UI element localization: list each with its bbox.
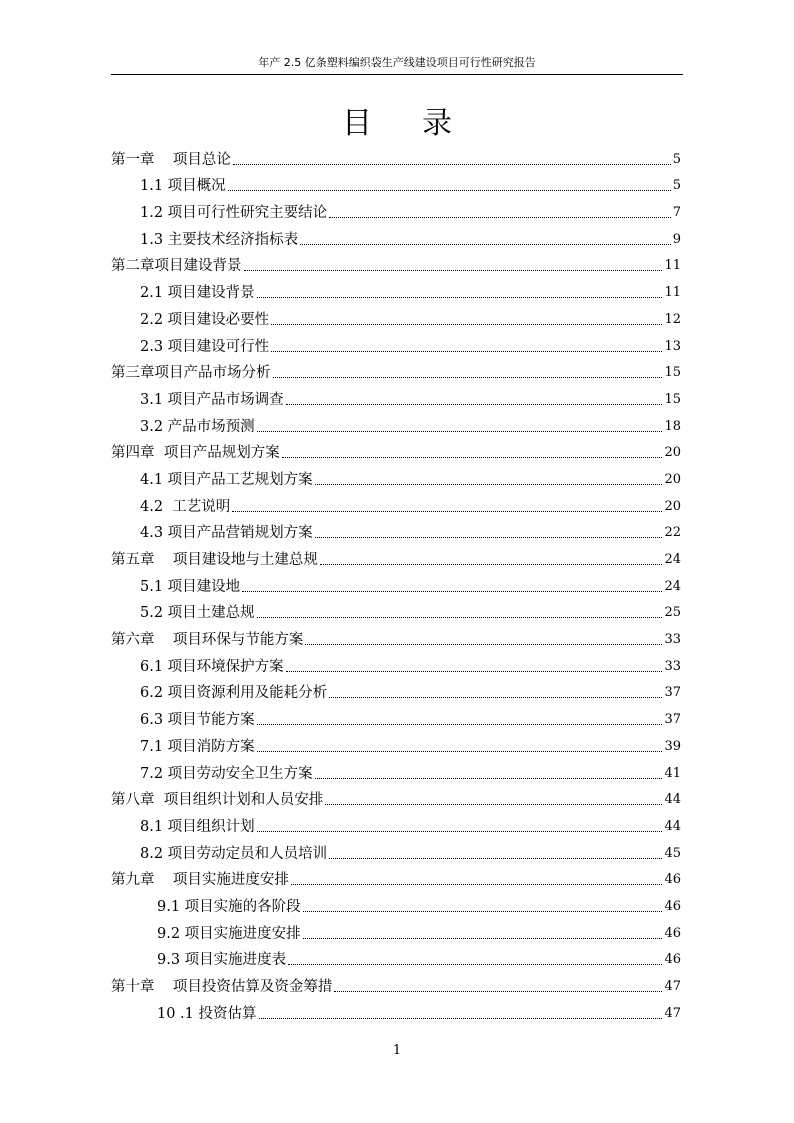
toc-entry[interactable]: [111, 142, 681, 169]
toc-entry-label: 7.1 项目消防方案: [140, 738, 255, 755]
table-of-contents: [111, 142, 681, 1023]
toc-leader-dots: [271, 351, 662, 352]
toc-entry-page: 20: [664, 445, 681, 461]
toc-entry[interactable]: [111, 783, 681, 810]
toc-leader-dots: [286, 671, 663, 672]
toc-entry-label: 4.1 项目产品工艺规划方案: [140, 471, 313, 488]
toc-leader-dots: [329, 858, 662, 859]
toc-entry[interactable]: [111, 249, 681, 276]
toc-entry-label: 5.1 项目建设地: [140, 578, 241, 595]
toc-entry-page: 11: [664, 258, 681, 274]
toc-leader-dots: [242, 591, 662, 592]
toc-entry-page: 20: [664, 498, 681, 514]
toc-entry-label: 6.1 项目环境保护方案: [140, 658, 284, 675]
toc-leader-dots: [259, 1018, 663, 1019]
toc-entry-label: 2.2 项目建设必要性: [140, 311, 270, 328]
toc-entry-page: 46: [664, 898, 681, 914]
toc-entry[interactable]: [111, 756, 681, 783]
toc-leader-dots: [329, 697, 662, 698]
toc-entry-label: 第十章 项目投资估算及资金筹措: [111, 979, 333, 995]
toc-leader-dots: [315, 537, 663, 538]
toc-leader-dots: [257, 431, 663, 432]
toc-leader-dots: [329, 217, 671, 218]
toc-entry[interactable]: [111, 676, 681, 703]
toc-entry-page: 46: [664, 925, 681, 941]
toc-entry[interactable]: [111, 542, 681, 569]
page-number: 1: [392, 1043, 402, 1058]
toc-entry-page: 9: [672, 231, 681, 247]
toc-entry-page: 12: [664, 311, 681, 327]
toc-entry-page: 11: [664, 285, 681, 301]
toc-entry[interactable]: [111, 863, 681, 890]
toc-leader-dots: [257, 297, 663, 298]
toc-leader-dots: [291, 884, 663, 885]
toc-leader-dots: [232, 511, 662, 512]
toc-entry-page: 13: [664, 338, 681, 354]
toc-entry-page: 33: [664, 658, 681, 674]
toc-entry-page: 7: [672, 205, 681, 221]
toc-entry-label: 1.3 主要技术经济指标表: [140, 231, 299, 248]
toc-entry-label: 第五章 项目建设地与土建总规: [111, 552, 318, 568]
toc-entry[interactable]: [111, 916, 681, 943]
toc-entry[interactable]: [111, 462, 681, 489]
toc-entry-page: 41: [664, 765, 681, 781]
toc-title: 目录: [342, 106, 502, 141]
toc-entry-label: 6.3 项目节能方案: [140, 712, 255, 729]
toc-entry-label: 第一章 项目总论: [111, 151, 231, 168]
toc-entry-label: 3.2 产品市场预测: [140, 418, 255, 435]
toc-entry-page: 47: [664, 979, 681, 994]
toc-entry[interactable]: [111, 996, 681, 1023]
toc-entry-page: 46: [664, 952, 681, 968]
toc-entry-page: 18: [664, 418, 681, 434]
toc-entry-page: 22: [664, 525, 681, 541]
toc-entry[interactable]: [111, 382, 681, 409]
toc-leader-dots: [325, 804, 662, 805]
toc-entry[interactable]: [111, 409, 681, 436]
toc-entry-page: 39: [664, 738, 681, 754]
toc-entry-page: 46: [664, 872, 681, 888]
toc-entry[interactable]: [111, 809, 681, 836]
toc-entry-page: 24: [664, 552, 681, 567]
toc-entry-label: 4.2 工艺说明: [140, 498, 231, 515]
toc-leader-dots: [257, 831, 663, 832]
toc-entry-page: 47: [664, 1005, 681, 1021]
toc-leader-dots: [257, 617, 663, 618]
toc-leader-dots: [315, 778, 663, 779]
toc-entry[interactable]: [111, 489, 681, 516]
toc-entry[interactable]: [111, 702, 681, 729]
toc-entry[interactable]: [111, 596, 681, 623]
toc-entry-label: 1.2 项目可行性研究主要结论: [140, 205, 328, 222]
toc-leader-dots: [244, 270, 663, 271]
toc-entry-label: 第三章项目产品市场分析: [111, 365, 271, 382]
toc-entry[interactable]: [111, 222, 681, 249]
toc-entry[interactable]: [111, 275, 681, 302]
toc-entry-label: 5.2 项目土建总规: [140, 605, 255, 622]
toc-entry[interactable]: [111, 169, 681, 196]
toc-entry[interactable]: [111, 356, 681, 383]
toc-entry-label: 9.2 项目实施进度安排: [157, 925, 301, 942]
toc-entry[interactable]: [111, 649, 681, 676]
toc-leader-dots: [233, 164, 671, 165]
toc-entry[interactable]: [111, 436, 681, 463]
toc-entry-label: 8.1 项目组织计划: [140, 818, 255, 835]
toc-entry-label: 3.1 项目产品市场调查: [140, 391, 284, 408]
toc-entry-label: 8.2 项目劳动定员和人员培训: [140, 845, 328, 862]
toc-entry-page: 37: [664, 712, 681, 728]
toc-leader-dots: [303, 938, 663, 939]
toc-entry-page: 44: [664, 818, 681, 834]
toc-entry-label: 第九章 项目实施进度安排: [111, 872, 289, 889]
toc-entry-page: 45: [664, 845, 681, 861]
toc-entry[interactable]: [111, 889, 681, 916]
toc-entry-label: 9.1 项目实施的各阶段: [157, 898, 301, 915]
toc-entry-label: 1.1 项目概况: [140, 178, 226, 195]
toc-leader-dots: [288, 964, 662, 965]
toc-entry-label: 第二章项目建设背景: [111, 258, 242, 275]
toc-leader-dots: [305, 644, 662, 645]
toc-leader-dots: [300, 244, 671, 245]
toc-leader-dots: [257, 724, 663, 725]
toc-entry[interactable]: [111, 943, 681, 970]
toc-entry[interactable]: [111, 195, 681, 222]
toc-leader-dots: [273, 377, 663, 378]
toc-leader-dots: [271, 324, 662, 325]
toc-entry-label: 10 .1 投资估算: [157, 1005, 257, 1022]
toc-leader-dots: [315, 484, 663, 485]
toc-leader-dots: [320, 564, 663, 565]
toc-entry-label: 第八章 项目组织计划和人员安排: [111, 792, 324, 809]
toc-entry-label: 第六章 项目环保与节能方案: [111, 632, 304, 649]
toc-entry-page: 25: [664, 605, 681, 621]
toc-entry-label: 7.2 项目劳动安全卫生方案: [140, 765, 313, 782]
toc-entry[interactable]: [111, 329, 681, 356]
toc-entry-label: 2.3 项目建设可行性: [140, 338, 270, 355]
toc-leader-dots: [282, 457, 663, 458]
toc-entry-page: 5: [672, 178, 681, 194]
toc-entry[interactable]: [111, 729, 681, 756]
toc-entry-page: 44: [664, 792, 681, 808]
toc-leader-dots: [257, 751, 663, 752]
toc-entry[interactable]: [111, 302, 681, 329]
toc-entry-label: 6.2 项目资源利用及能耗分析: [140, 685, 328, 702]
toc-leader-dots: [228, 190, 671, 191]
toc-entry-page: 20: [664, 471, 681, 487]
toc-entry-page: 24: [664, 578, 681, 594]
toc-leader-dots: [303, 911, 663, 912]
toc-entry-label: 9.3 项目实施进度表: [157, 952, 287, 969]
toc-entry-page: 15: [664, 365, 681, 381]
toc-entry-label: 2.1 项目建设背景: [140, 285, 255, 302]
toc-entry-page: 33: [664, 632, 681, 648]
toc-entry[interactable]: [111, 622, 681, 649]
toc-entry[interactable]: [111, 569, 681, 596]
toc-leader-dots: [286, 404, 663, 405]
toc-entry-label: 第四章 项目产品规划方案: [111, 445, 280, 462]
toc-entry-page: 37: [664, 685, 681, 701]
running-header: 年产 2.5 亿条塑料编织袋生产线建设项目可行性研究报告: [111, 56, 683, 75]
toc-entry-label: 4.3 项目产品营销规划方案: [140, 525, 313, 542]
toc-entry-page: 5: [672, 151, 681, 167]
toc-entry[interactable]: [111, 836, 681, 863]
toc-leader-dots: [334, 991, 662, 992]
toc-entry[interactable]: [111, 516, 681, 543]
toc-entry[interactable]: [111, 969, 681, 996]
toc-entry-page: 15: [664, 391, 681, 407]
